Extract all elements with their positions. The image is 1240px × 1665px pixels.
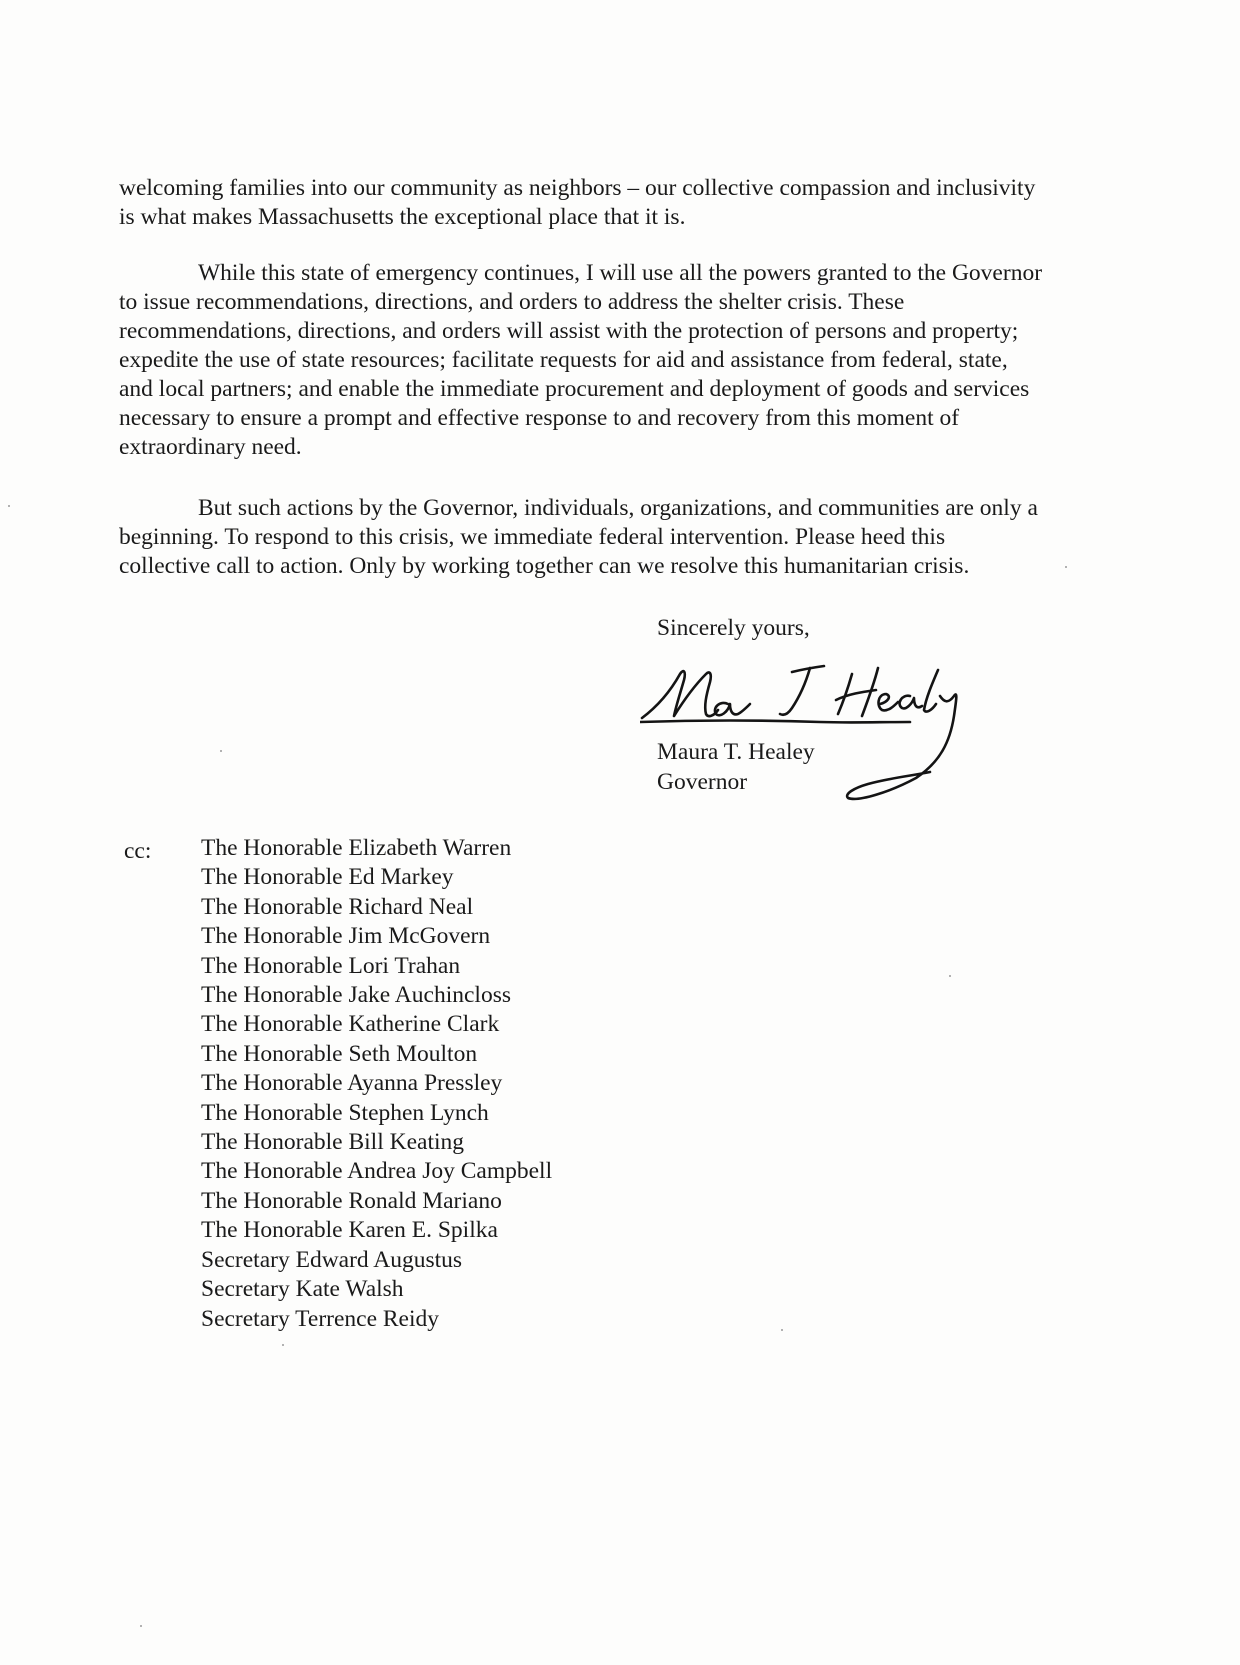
cc-recipient: The Honorable Bill Keating [201,1129,464,1156]
cc-recipient: The Honorable Karen E. Spilka [201,1217,498,1244]
cc-recipient-list [201,834,552,1334]
scan-speck [140,1625,142,1627]
body-line: extraordinary need. [119,434,302,460]
cc-recipient: The Honorable Ronald Mariano [201,1187,502,1214]
body-line: to issue recommendations, directions, and orders to address the shelter crisis. These [119,289,905,315]
body-paragraph-1 [119,174,1119,232]
body-line: collective call to action. Only by working together can we resolve this humanitarian crisis. [119,553,970,579]
cc-recipient: The Honorable Ed Markey [201,864,454,891]
scan-speck [781,1329,783,1331]
cc-recipient: The Honorable Jake Auchincloss [201,982,511,1009]
cc-recipient: Secretary Terrence Reidy [201,1305,440,1332]
valediction: Sincerely yours, [657,615,810,641]
body-line: expedite the use of state resources; facilitate requests for aid and assistance from federal, state, [119,347,1008,373]
cc-recipient: The Honorable Seth Moulton [201,1040,478,1067]
cc-recipient: Secretary Edward Augustus [201,1246,463,1273]
body-line: is what makes Massachusetts the exceptional place that it is. [119,204,686,230]
cc-recipient: The Honorable Richard Neal [201,893,474,920]
cc-recipient: The Honorable Elizabeth Warren [201,835,512,861]
body-paragraph-3 [119,494,1119,581]
cc-recipient: The Honorable Stephen Lynch [201,1099,489,1126]
body-line: beginning. To respond to this crisis, we immediate federal intervention. Please heed this [119,524,946,550]
scan-speck [8,505,10,507]
scan-speck [1065,566,1067,568]
body-paragraph-2 [119,259,1119,462]
cc-recipient: Secretary Kate Walsh [201,1276,404,1303]
cc-label: cc: [124,838,152,864]
cc-recipient: The Honorable Katherine Clark [201,1011,500,1038]
cc-recipient: The Honorable Lori Trahan [201,952,461,979]
cc-recipient: The Honorable Jim McGovern [201,923,491,950]
signatory-title: Governor [657,769,748,795]
body-line: welcoming families into our community as neighbors – our collective compassion and inclusivity [119,175,1036,201]
scan-speck [949,975,951,977]
scan-speck [282,1344,284,1346]
cc-recipient: The Honorable Ayanna Pressley [201,1070,503,1097]
scan-speck [220,750,222,752]
signatory-name: Maura T. Healey [657,739,815,765]
body-line: necessary to ensure a prompt and effective response to and recovery from this moment of [119,405,960,431]
body-line: recommendations, directions, and orders will assist with the protection of persons and property; [119,318,1019,344]
body-line: and local partners; and enable the immediate procurement and deployment of goods and services [119,376,1030,402]
body-line: But such actions by the Governor, individuals, organizations, and communities are only a [198,495,1038,521]
body-line: While this state of emergency continues, I will use all the powers granted to the Governor [198,260,1043,286]
cc-recipient: The Honorable Andrea Joy Campbell [201,1158,553,1185]
